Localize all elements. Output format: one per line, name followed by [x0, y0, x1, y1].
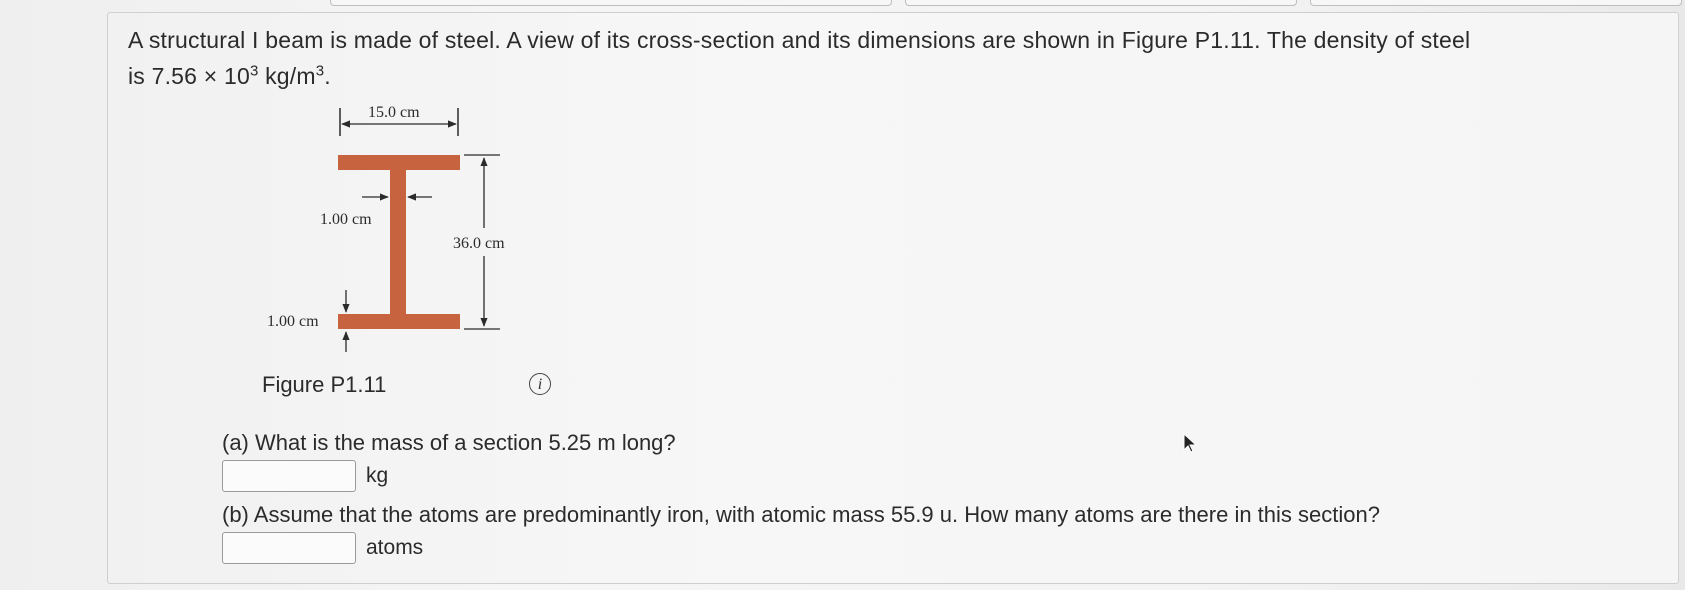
density-exponent: 3	[249, 62, 259, 80]
top-tab-1[interactable]	[330, 0, 892, 6]
i-beam-shape	[338, 155, 460, 329]
flange-thickness-label: 1.00 cm	[267, 313, 319, 330]
density-unit-exponent: 3	[315, 62, 325, 80]
height-label: 36.0 cm	[453, 235, 505, 252]
density-unit: kg/m	[258, 63, 316, 89]
question-a-text: (a) What is the mass of a section 5.25 m long?	[222, 430, 676, 455]
i-beam-figure	[250, 100, 530, 340]
density-period: .	[324, 63, 331, 89]
density-prefix: is 7.56 × 10	[128, 63, 250, 89]
problem-statement	[128, 22, 1628, 94]
info-icon[interactable]: i	[529, 373, 551, 395]
i-beam-diagram	[250, 100, 530, 340]
mouse-cursor-icon	[1182, 432, 1198, 454]
figure-caption: Figure P1.11	[262, 372, 387, 397]
answer-b-unit: atoms	[366, 536, 424, 559]
answer-a-unit: kg	[366, 464, 389, 487]
bottom-flange	[338, 314, 460, 329]
question-b-text: (b) Assume that the atoms are predominantly iron, with atomic mass 55.9 u. How many atoms are there in this section?	[222, 502, 1380, 527]
answer-a-input[interactable]	[222, 460, 356, 492]
answer-b-input[interactable]	[222, 532, 356, 564]
problem-line-2	[128, 58, 1628, 94]
web	[390, 170, 406, 314]
top-tab-3[interactable]	[1310, 0, 1682, 6]
top-tab-2[interactable]	[905, 0, 1297, 6]
web-thickness-label: 1.00 cm	[320, 211, 372, 228]
top-flange	[338, 155, 460, 170]
width-label: 15.0 cm	[368, 104, 420, 121]
problem-line-1: A structural I beam is made of steel. A view of its cross-section and its dimensions are shown in Figure P1.11. The density of steel	[128, 27, 1471, 53]
